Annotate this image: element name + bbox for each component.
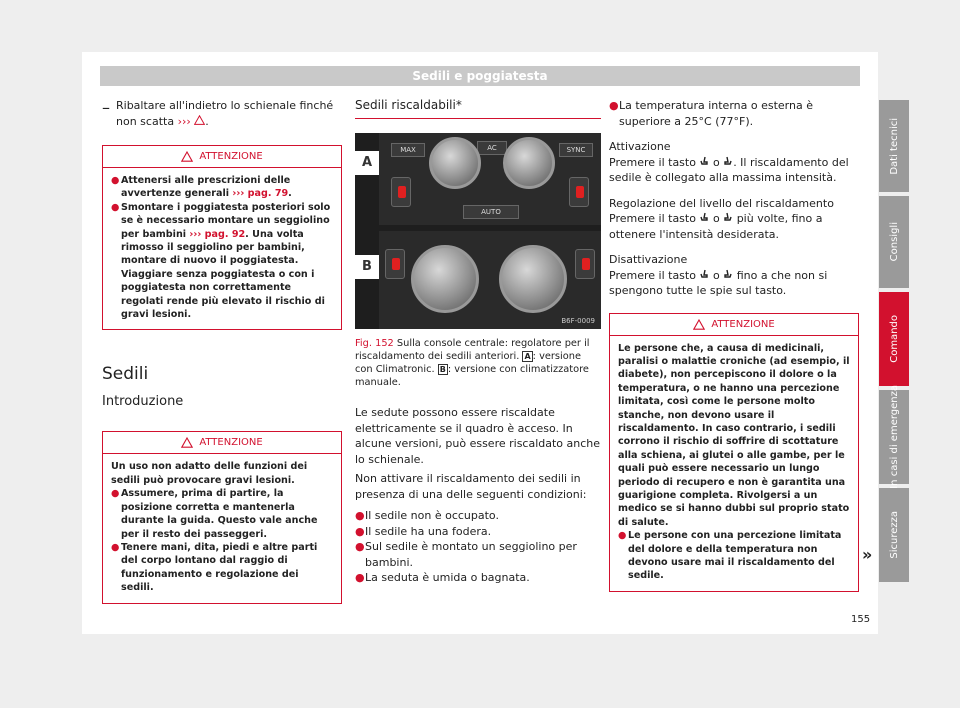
ref-box-a: A — [524, 352, 531, 361]
seat-heating-left-icon — [699, 269, 709, 279]
chapter-tabs — [879, 100, 909, 586]
tab-emergenza[interactable]: In casi di emergenza — [879, 390, 909, 484]
seat-heating-left-icon — [699, 212, 709, 222]
temperature-knob-left — [429, 137, 481, 189]
sync-button: SYNC — [559, 143, 593, 157]
figure-panel-climatronic — [379, 133, 601, 225]
page-number: 155 — [851, 614, 871, 625]
ac-button: AC — [477, 141, 507, 155]
figure-panel-manual — [379, 231, 601, 329]
continue-mark: » — [862, 545, 873, 564]
tab-comando[interactable]: Comando — [879, 292, 909, 386]
step-dash: – — [102, 98, 110, 117]
paragraph: Non attivare il riscaldamento dei sedili in presenza di una delle seguenti condizioni: — [355, 472, 587, 501]
seat-heating-left-icon — [391, 177, 411, 207]
step-item: – Ribaltare all'indietro lo schienale finché non scatta ››› . — [102, 98, 334, 128]
list-item: ● La seduta è umida o bagnata. — [355, 571, 530, 584]
section-title: Sedili — [102, 364, 149, 385]
seat-heating-right-icon — [723, 269, 733, 279]
step-text: Ribaltare all'indietro lo schienale finché non scatta — [116, 99, 334, 128]
figure-seat-heating — [355, 133, 601, 329]
ref-box-b: B — [439, 365, 446, 374]
figure-label-b: B — [355, 255, 379, 279]
list-item: ● Il sedile non è occupato. — [355, 509, 499, 522]
tab-consigli[interactable]: Consigli — [879, 196, 909, 288]
subheading-activation: Attivazione — [609, 140, 671, 153]
list-item: ● Il sedile ha una fodera. — [355, 524, 492, 538]
tab-sicurezza[interactable]: Sicurezza — [879, 488, 909, 582]
paragraph: Le sedute possono essere riscaldate elettricamente se il quadro è acceso. In alcune versioni, può essere riscaldato anche lo schienale. — [355, 406, 601, 466]
seat-heating-right-icon — [723, 156, 733, 166]
temperature-knob-right — [503, 137, 555, 189]
column-middle — [355, 98, 601, 586]
paragraph: Premere il tasto o fino a che non si spengono tutte le spie sul tasto. — [609, 268, 828, 297]
warning-title: ATTENZIONE — [711, 318, 775, 330]
warning-triangle-icon — [181, 437, 193, 448]
warning-box-2 — [102, 431, 342, 603]
list-item: ● Sul sedile è montato un seggiolino per bambini. — [355, 540, 577, 569]
warning-title: ATTENZIONE — [199, 437, 263, 449]
subheading-regulation: Regolazione del livello del riscaldamento — [609, 196, 834, 210]
warning-header — [103, 146, 341, 168]
seat-heating-left-icon — [699, 156, 709, 166]
figure-caption: Fig. 152 Sulla console centrale: regolatore per il riscaldamento dei sedili anteriori. A : versione con Climatronic. B : versione con climatizzatore manuale. — [355, 338, 590, 388]
air-distribution-knob — [499, 245, 567, 313]
page-link[interactable]: ››› pag. 92 — [189, 228, 246, 240]
warning-header — [610, 314, 858, 336]
warning-triangle-icon — [693, 319, 705, 330]
warning-intro: Un uso non adatto delle funzioni dei sedili può provocare gravi lesioni. — [111, 461, 308, 486]
list-item: ● La temperatura interna o esterna è superiore a 25°C (77°F). — [609, 99, 813, 128]
subsection-title: Introduzione — [102, 394, 184, 410]
warning-intro: Le persone che, a causa di medicinali, paralisi o malattie croniche (ad esempio, il diabete), non percepiscono il dolore o la temperatura, o ne hanno una percezione limitata, così come le persone molto stanche, non devono usare il riscaldamento. In caso contrario, i sedili corrono il rischio di soffrire di scottature alla schiena, ai glutei o alle gambe, per le quali può essere necessario un lungo periodo di recupero e non è garantita una guarigione completa. Rivolgersi a un medico se si hanno dubbi sul proprio stato di salute. — [618, 342, 850, 528]
seat-heating-right-icon — [575, 249, 595, 279]
paragraph: Premere il tasto o . Il riscaldamento del sedile è collegato alla massima intensità. — [609, 155, 849, 184]
column-left — [102, 98, 342, 604]
page-header: Sedili e poggiatesta — [100, 66, 860, 86]
column-right — [609, 98, 859, 592]
warning-item: ● Assumere, prima di partire, la posizione corretta e mantenerla durante la guida. Questo vale anche per il resto dei passeggeri. — [111, 488, 318, 540]
figure-code: B6F-0009 — [561, 317, 595, 325]
subheading-deactivation: Disattivazione — [609, 253, 688, 266]
warning-header — [103, 432, 341, 454]
condition-list — [355, 508, 601, 586]
warning-triangle-icon — [181, 151, 193, 162]
warning-box-3 — [609, 313, 859, 592]
warning-item: ● Smontare i poggiatesta posteriori solo se è necessario montare un seggiolino per bambini ››› pag. 92. Una volta rimosso il seggiolino per bambini, montare di nuovo il poggiatesta. Viaggiare senza poggiatesta o con i poggiatesta non correttamente regolati rende più elevato il rischio di gravi lesioni. — [111, 201, 331, 321]
section-title: Sedili riscaldabili* — [355, 98, 601, 119]
auto-button: AUTO — [463, 205, 519, 219]
warning-title: ATTENZIONE — [199, 151, 263, 162]
max-button: MAX — [391, 143, 425, 157]
link-arrow[interactable]: ››› — [177, 114, 191, 128]
page-link[interactable]: ››› pag. 79 — [232, 188, 289, 200]
paragraph: Premere il tasto o più volte, fino a ottenere l'intensità desiderata. — [609, 212, 823, 241]
tab-dati-tecnici[interactable]: Dati tecnici — [879, 100, 909, 192]
warning-item: ● Le persone con una percezione limitata del dolore e della temperatura non devono usare mai il riscaldamento del sedile. — [618, 530, 842, 582]
warning-item: ● Tenere mani, dita, piedi e altre parti del corpo lontano dal raggio di funzionamento e regolazione dei sedili. — [111, 541, 318, 594]
seat-heating-right-icon — [569, 177, 589, 207]
warning-item: ● Attenersi alle prescrizioni delle avvertenze generali ››› pag. 79. — [111, 175, 292, 200]
warning-triangle-icon — [194, 115, 205, 125]
warning-box-1 — [102, 145, 342, 330]
seat-heating-right-icon — [723, 212, 733, 222]
seat-heating-left-icon — [385, 249, 405, 279]
figure-label-a: A — [355, 151, 379, 175]
fan-knob — [411, 245, 479, 313]
